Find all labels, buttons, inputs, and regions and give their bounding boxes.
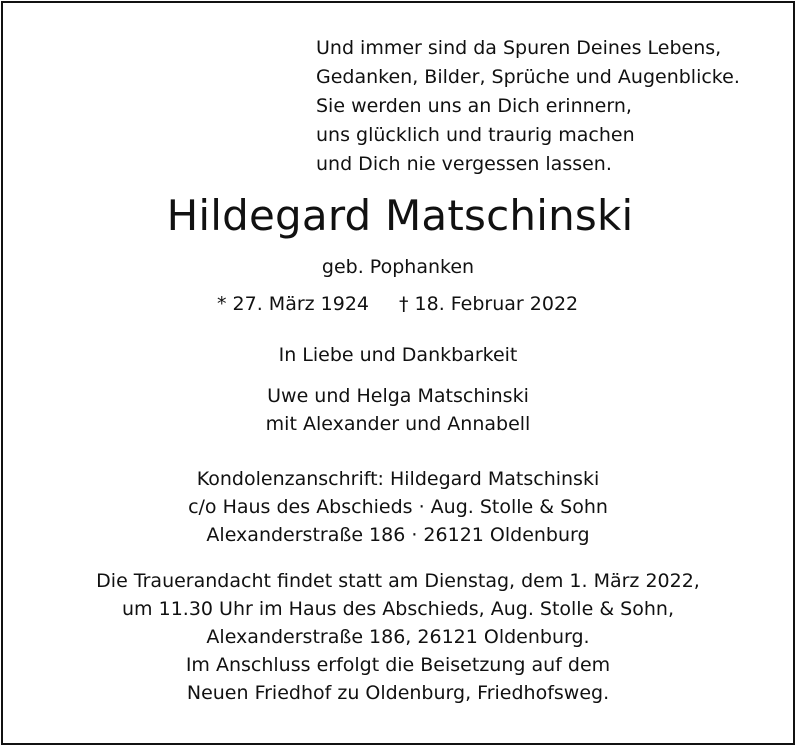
service-line: Die Trauerandacht findet statt am Dienstag, dem 1. März 2022, (96, 570, 700, 592)
maiden-name: geb. Pophanken (321, 256, 475, 278)
death-date: † 18. Februar 2022 (399, 293, 579, 315)
service-line: Alexanderstraße 186, 26121 Oldenburg. (206, 626, 590, 648)
address-line: Kondolenzanschrift: Hildegard Matschinski (196, 468, 600, 490)
deceased-name: Hildegard Matschinski (166, 191, 634, 240)
poem-line: Gedanken, Bilder, Sprüche und Augenblicke. (316, 66, 740, 88)
service-line: Im Anschluss erfolgt die Beisetzung auf dem (185, 654, 611, 676)
condolence-address (0, 465, 796, 549)
dedication: In Liebe und Dankbarkeit (278, 344, 518, 366)
service-info (0, 567, 796, 707)
address-line: c/o Haus des Abschieds · Aug. Stolle & Sohn (188, 496, 608, 518)
family-line: mit Alexander und Annabell (265, 413, 531, 435)
poem-line: Sie werden uns an Dich erinnern, (316, 95, 632, 117)
service-line: um 11.30 Uhr im Haus des Abschieds, Aug. Stolle & Sohn, (122, 598, 674, 620)
birth-date: * 27. März 1924 (217, 293, 370, 315)
service-line: Neuen Friedhof zu Oldenburg, Friedhofsweg. (186, 682, 610, 704)
poem-line: uns glücklich und traurig machen (316, 124, 635, 146)
family-signature (0, 382, 796, 438)
family-line: Uwe und Helga Matschinski (267, 385, 529, 407)
poem (316, 34, 740, 179)
address-line: Alexanderstraße 186 · 26121 Oldenburg (206, 524, 590, 546)
poem-line: Und immer sind da Spuren Deines Lebens, (316, 37, 722, 59)
poem-line: und Dich nie vergessen lassen. (316, 153, 612, 175)
